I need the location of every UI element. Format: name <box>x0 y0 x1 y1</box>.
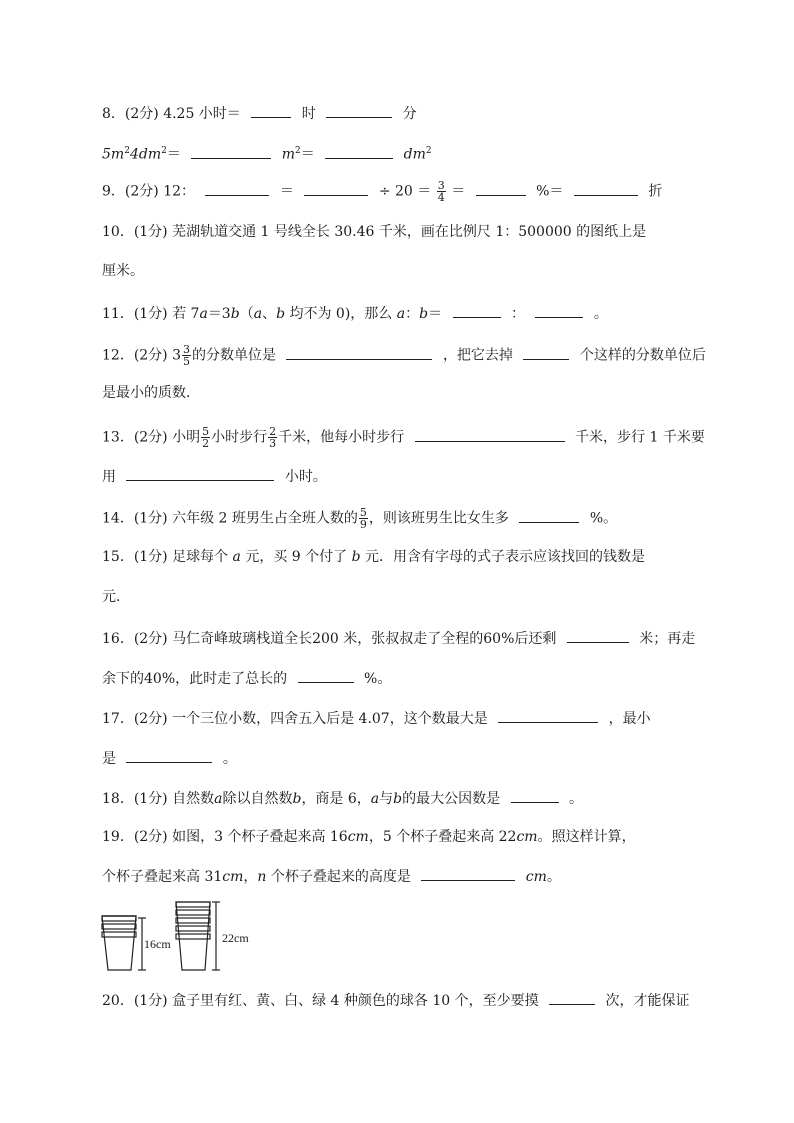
question-8-line-2: $5m^24dm^2= m^2= dm^2$ <box>102 142 432 164</box>
cups-diagram <box>100 898 270 974</box>
fraction: $\frac{5}{2}$ <box>202 425 210 450</box>
fraction: $\frac{5}{9}$ <box>359 506 367 531</box>
answer-blank[interactable] <box>191 144 271 159</box>
question-8: 8．(2分) 4.25 小时＝ 时 分 <box>102 103 417 123</box>
answer-blank[interactable] <box>325 144 393 159</box>
answer-blank[interactable] <box>476 181 526 196</box>
stacked-cups-figure <box>100 898 270 974</box>
fraction: $\frac{2}{3}$ <box>269 425 277 450</box>
answer-blank[interactable] <box>519 508 579 523</box>
question-10: 10．(1分) 芜湖轨道交通 1 号线全长 30.46 千米，画在比例尺 1：500000 的图纸上是 <box>102 224 647 240</box>
question-12: 12．(2分) 3 $\frac{3}{5}$ 的分数单位是 ，把它去掉 个这样的分数单位后 <box>102 343 706 368</box>
answer-blank[interactable] <box>304 181 368 196</box>
label-22cm: 22cm <box>222 931 249 945</box>
fraction: $\frac{3}{4}$ <box>437 179 445 204</box>
question-14: 14．(1分) 六年级 2 班男生占全班人数的 $\frac{5}{9}$ ，则该班男生比女生多 %。 <box>102 506 618 531</box>
answer-blank[interactable] <box>574 181 638 196</box>
fraction: $\frac{3}{5}$ <box>183 343 191 368</box>
answer-blank[interactable] <box>511 788 559 803</box>
question-10-line-2: 厘米。 <box>102 263 144 279</box>
question-17: 17．(2分) 一个三位小数，四舍五入后是 4.07，这个数最大是 ，最小 <box>102 708 651 728</box>
question-13-line-2: 用 小时。 <box>102 466 327 486</box>
answer-blank[interactable] <box>126 748 212 763</box>
answer-blank[interactable] <box>453 303 501 318</box>
answer-blank[interactable] <box>567 628 629 643</box>
answer-blank[interactable] <box>498 708 598 723</box>
question-12-line-2: 是最小的质数． <box>102 385 200 401</box>
answer-blank[interactable] <box>535 303 583 318</box>
question-17-line-2: 是 。 <box>102 748 237 768</box>
question-19: 19．(2分) 如图，3 个杯子叠起来高 16cm，5 个杯子叠起来高 22cm。照这样计算， <box>102 829 636 845</box>
answer-blank[interactable] <box>415 427 565 442</box>
question-9: 9．(2分) 12： ＝ ÷ 20 ＝ $\frac{3}{4}$ ＝ %＝ 折 <box>102 179 663 204</box>
answer-blank[interactable] <box>549 990 595 1005</box>
question-18: 18．(1分) 自然数a除以自然数b，商是 6，a与b的最大公因数是 。 <box>102 788 583 808</box>
question-19-line-2: 个杯子叠起来高 31cm，n 个杯子叠起来的高度是 cm。 <box>102 866 561 886</box>
answer-blank[interactable] <box>298 668 354 683</box>
label-16cm: 16cm <box>144 937 171 951</box>
answer-blank[interactable] <box>126 466 274 481</box>
answer-blank[interactable] <box>326 103 392 118</box>
question-16: 16．(2分) 马仁奇峰玻璃栈道全长200 米，张叔叔走了全程的60%后还剩 米；再走 <box>102 628 695 648</box>
answer-blank[interactable] <box>205 181 269 196</box>
question-15: 15．(1分) 足球每个 a 元，买 9 个付了 b 元．用含有字母的式子表示应该找回的钱数是 <box>102 549 646 565</box>
question-15-line-2: 元． <box>102 589 130 605</box>
question-13: 13．(2分) 小明 $\frac{5}{2}$ 小时步行 $\frac{2}{3}$ 千米，他每小时步行 千米，步行 1 千米要 <box>102 425 705 450</box>
answer-blank[interactable] <box>251 103 291 118</box>
question-20: 20．(1分) 盒子里有红、黄、白、绿 4 种颜色的球各 10 个，至少要摸 次，才能保证 <box>102 990 690 1010</box>
answer-blank[interactable] <box>286 345 432 360</box>
answer-blank[interactable] <box>421 866 515 881</box>
question-11: 11．(1分) 若 7a＝3b（a、b 均不为 0)，那么 a：b＝ ： 。 <box>102 303 608 323</box>
question-16-line-2: 余下的40%，此时走了总长的 %。 <box>102 668 391 688</box>
answer-blank[interactable] <box>523 345 569 360</box>
